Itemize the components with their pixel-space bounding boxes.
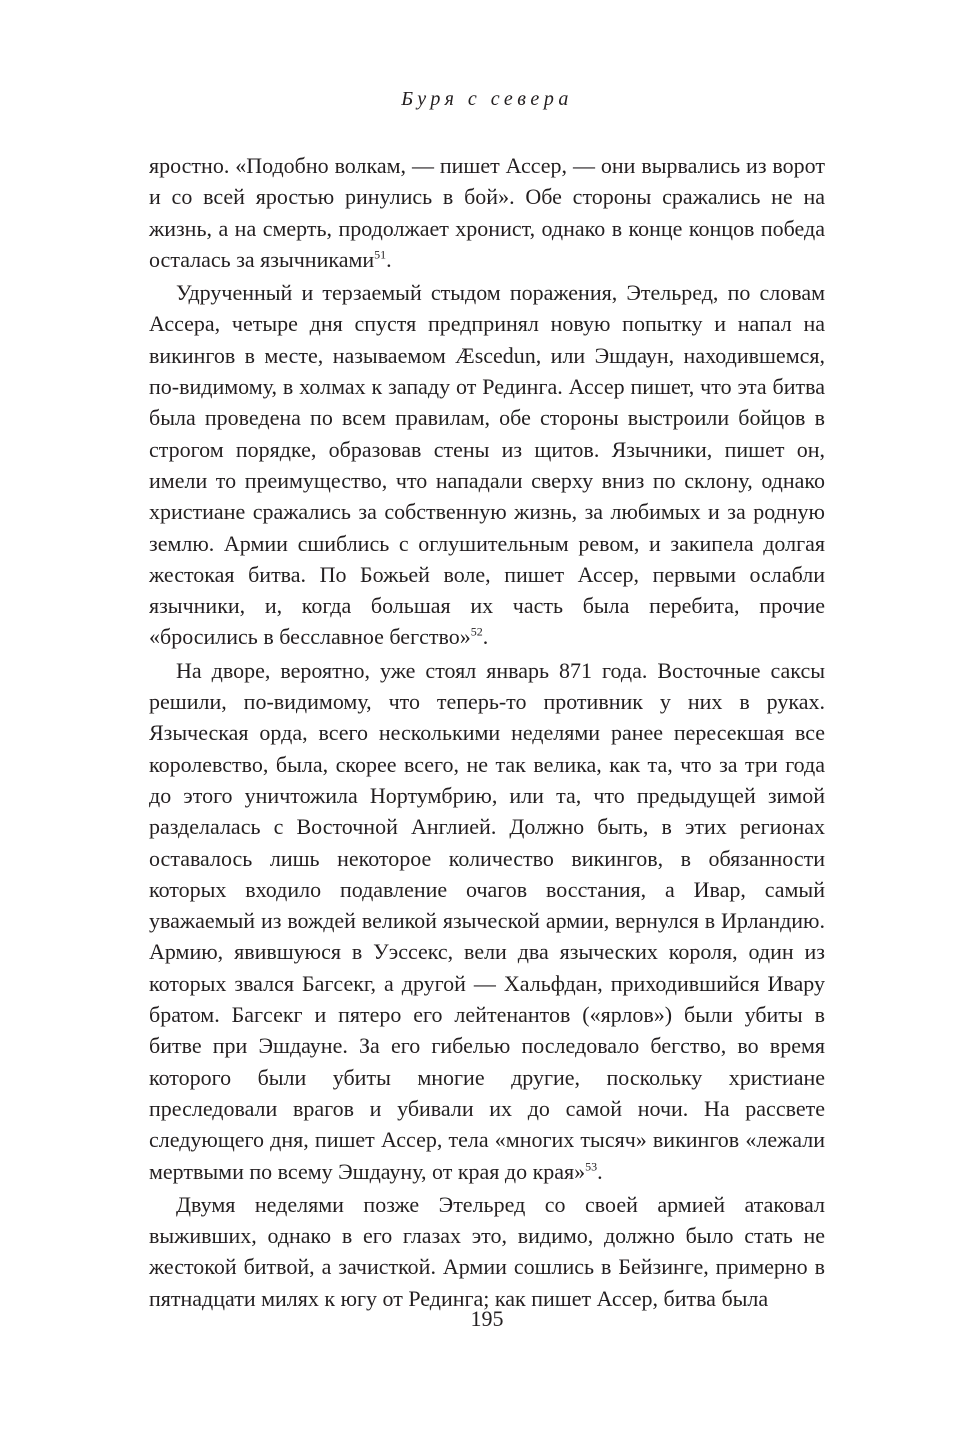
page-number: 195 [470, 1306, 504, 1331]
paragraph-tail: . [386, 246, 392, 272]
footnote-ref-51[interactable]: 51 [374, 247, 387, 262]
paragraph-text: На дворе, вероятно, уже стоял январь 871 года. Восточные саксы решили, по-видимому, что теперь-то противник у них в руках. Языческая орда, всего несколькими неделями ранее пересекшая все королевство, была, скорее всего, не так велика, как та, что за три года до этого уничтожила Нортумбрию, или та, что предыдущей зимой разделалась с Восточной Англией. Должно быть, в этих регионах оставалось лишь некоторое количество викингов, в обязанности которых входило подавление очагов восстания, а Ивар, самый уважаемый из вождей великой языческой армии, вернулся в Ирландию. Армию, явившуюся в Уэссекс, вели два языческих короля, один из которых звался Багсекг, а другой — Хальфдан, приходившийся Ивару братом. Багсекг и пятеро его лейтенантов («ярлов») были убиты в битве при Эшдауне. За его гибелью последовало бегство, во время которого были убиты многие другие, поскольку христиане преследовали врагов и убивали их до самой ночи. На рассвете следующего дня, пишет Ассер, тела «многих тысяч» викингов «лежали мертвыми по всему Эшдауну, от края до края» [149, 657, 825, 1184]
body-text [149, 150, 825, 1314]
paragraph-4 [149, 1189, 825, 1314]
paragraph-1 [149, 150, 825, 275]
paragraph-tail: . [482, 624, 489, 650]
paragraph-text: Двумя неделями позже Этельред со своей армией атаковал выживших, однако в его глазах это, видимо, должно было стать не жестокой битвой, а зачисткой. Армии сошлись в Бейзинге, примерно в пятнадцати милях к югу от Рединга; как пишет Ассер, битва была [149, 1191, 825, 1311]
paragraph-2 [149, 277, 825, 653]
paragraph-text: яростно. «Подобно волкам, — пишет Ассер, — они вырвались из ворот и со всей яростью ринулись в бой». Обе стороны сражались не на жизнь, а на смерть, продолжает хронист, однако в конце концов победа осталась за язычниками [149, 153, 825, 272]
running-head: Буря с севера [401, 88, 573, 110]
paragraph-text: Удрученный и терзаемый стыдом поражения, Этельред, по словам Ассера, четыре дня спустя предпринял новую попытку и напал на викингов в месте, называемом Æscedun, или Эшдаун, находившемся, по-видимому, в холмах к западу от Рединга. Ассер пишет, что эта битва была проведена по всем правилам, обе стороны выстроили бойцов в строгом порядке, образовав стены из щитов. Язычники, пишет он, имели то преимущество, что нападали сверху вниз по склону, однако христиане сражались за собственную жизнь, за любимых и за родную землю. Армии сшиблись с оглушительным ревом, и закипела долгая жестокая битва. По Божьей воле, пишет Ассер, первыми ослабли язычники, и, когда большая их часть была перебита, прочие «бросились в бесславное бегство» [149, 280, 825, 650]
footnote-ref-52[interactable]: 52 [470, 625, 483, 640]
footnote-ref-53[interactable]: 53 [585, 1159, 598, 1174]
paragraph-tail: . [597, 1158, 603, 1184]
paragraph-3 [149, 655, 825, 1187]
